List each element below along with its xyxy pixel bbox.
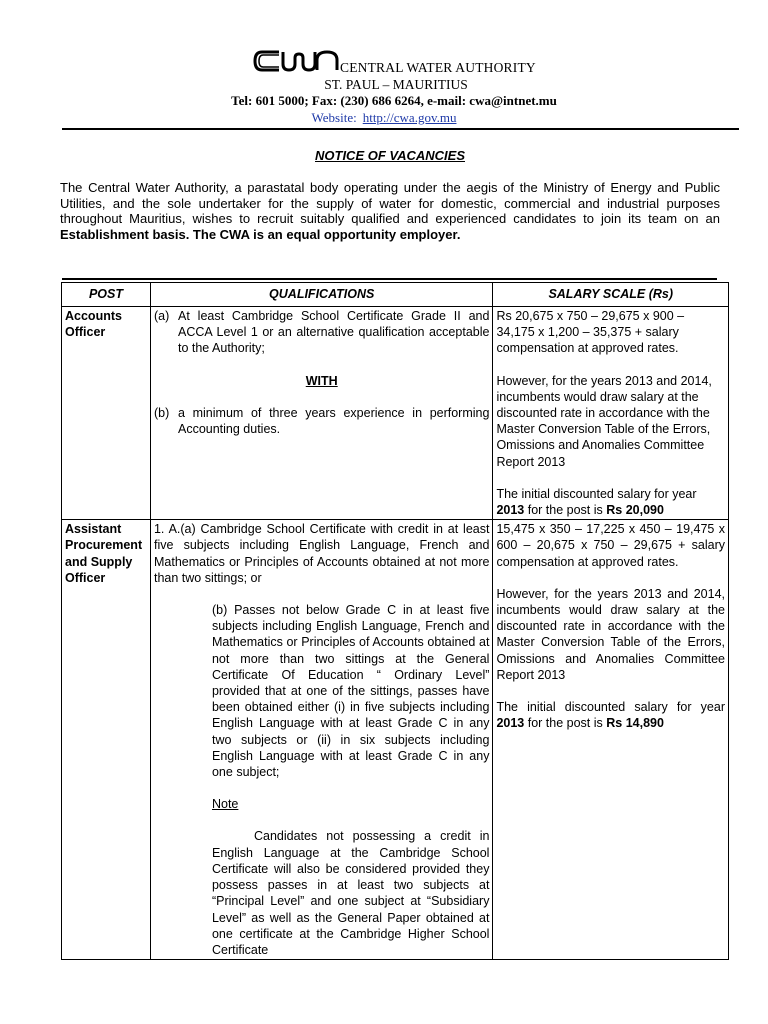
salary-scale: Rs 20,675 x 750 – 29,675 x 900 – 34,175 x 1,200 – 35,375 + salary compensation at approved rates. [496,309,685,356]
qualification-b [154,405,489,437]
qualification-1b: (b) Passes not below Grade C in at least five subjects including English Language, French and Mathematics or Principles of Accounts obtained at not more than two sittings at the General Certificate Of Education “ Ordinary Level” provided that at one of the sittings, passes have been obtained either (i) in five subjects including English Language with at least Grade C in any two subjects or (ii) in six subjects including English Language with at least Grade C in any one subject; [211,603,490,780]
cwa-logo-icon [253,48,339,74]
header-post: POST [62,283,151,307]
intro-text: The Central Water Authority, a parastatal body operating under the aegis of the Ministry of Energy and Public Utilities, and the sole undertaker for the supply of water for domestic, commercial and industrial purposes throughout Mauritius, wishes to recruit suitably qualified and experienced candidates to join its team on an [60,180,720,226]
org-website [0,109,768,126]
qualifications-cell [150,307,492,520]
table-row [62,307,729,520]
salary-initial-mid: for the post is [524,503,607,518]
salary-cell [493,307,729,520]
website-link[interactable]: http://cwa.gov.mu [362,110,457,125]
org-name: CENTRAL WATER AUTHORITY [340,60,536,75]
org-address: ST. PAUL – MAURITIUS [324,77,468,92]
qualification-a [154,308,489,357]
intro-paragraph [60,180,720,242]
header-salary-scale: SALARY SCALE (Rs) [493,283,729,307]
qualifications-cell [150,520,492,960]
qualification-1a: 1. A.(a) Cambridge School Certificate with credit in at least five subjects including English Language, French and Mathematics or Principles of Accounts obtained at not more than two sittings; or [153,522,490,585]
vacancies-table [61,282,729,960]
salary-note: However, for the years 2013 and 2014, incumbents would draw salary at the discounted rate in accordance with the Master Conversion Table of the Errors, Omissions and Anomalies Committee Report 2013 [496,373,712,469]
with-label: WITH [305,373,338,388]
salary-initial-amount: Rs 20,090 [606,503,664,518]
salary-scale: 15,475 x 350 – 17,225 x 450 – 19,475 x 600 – 20,675 x 750 – 29,675 + salary compensation at approved rates. [496,522,725,569]
salary-initial-year: 2013 [496,503,525,518]
salary-initial-year: 2013 [496,716,525,731]
salary-initial-amount: Rs 14,890 [606,716,664,731]
header-qualifications: QUALIFICATIONS [150,283,492,307]
qualification-b-label: (b) [153,405,170,420]
org-contact: Tel: 601 5000; Fax: (230) 686 6264, e-mail: cwa@intnet.mu [231,93,557,108]
table-header-row [62,283,729,307]
table-row [62,520,729,960]
salary-cell [493,520,729,960]
salary-initial-text: The initial discounted salary for year [496,700,725,715]
website-label: Website: [311,110,357,125]
letterhead [0,44,768,126]
post-assistant-procurement-supply-officer: Assistant Procurement and Supply Officer [62,520,151,960]
salary-initial-text: The initial discounted salary for year [496,486,697,501]
intro-bold-text: Establishment basis. The CWA is an equal opportunity employer. [60,226,461,242]
qualification-b-text: a minimum of three years experience in performing Accounting duties. [177,405,490,437]
qualification-a-label: (a) [153,309,170,323]
salary-note: However, for the years 2013 and 2014, incumbents would draw salary at the discounted rate in accordance with the Master Conversion Table of the Errors, Omissions and Anomalies Committee Report 2013 [496,586,725,682]
note-text: Candidates not possessing a credit in English Language at the Cambridge School Certificate will also be considered provided they possess passes in at least two subjects at “Principal Level” and one subject at “Subsidiary Level” as well as the General Paper obtained at one certificate at the Cambridge Higher School Certificate [211,829,490,957]
note-label: Note [211,797,239,812]
notice-title: NOTICE OF VACANCIES [315,148,465,163]
table-divider [62,278,717,280]
salary-initial [496,699,725,731]
salary-initial [496,486,725,518]
salary-initial-mid: for the post is [524,716,607,731]
header-divider [62,128,739,130]
post-accounts-officer: Accounts Officer [62,307,151,520]
qualification-a-text: At least Cambridge School Certificate Grade II and ACCA Level 1 or an alternative qualification acceptable to the Authority; [177,309,490,356]
